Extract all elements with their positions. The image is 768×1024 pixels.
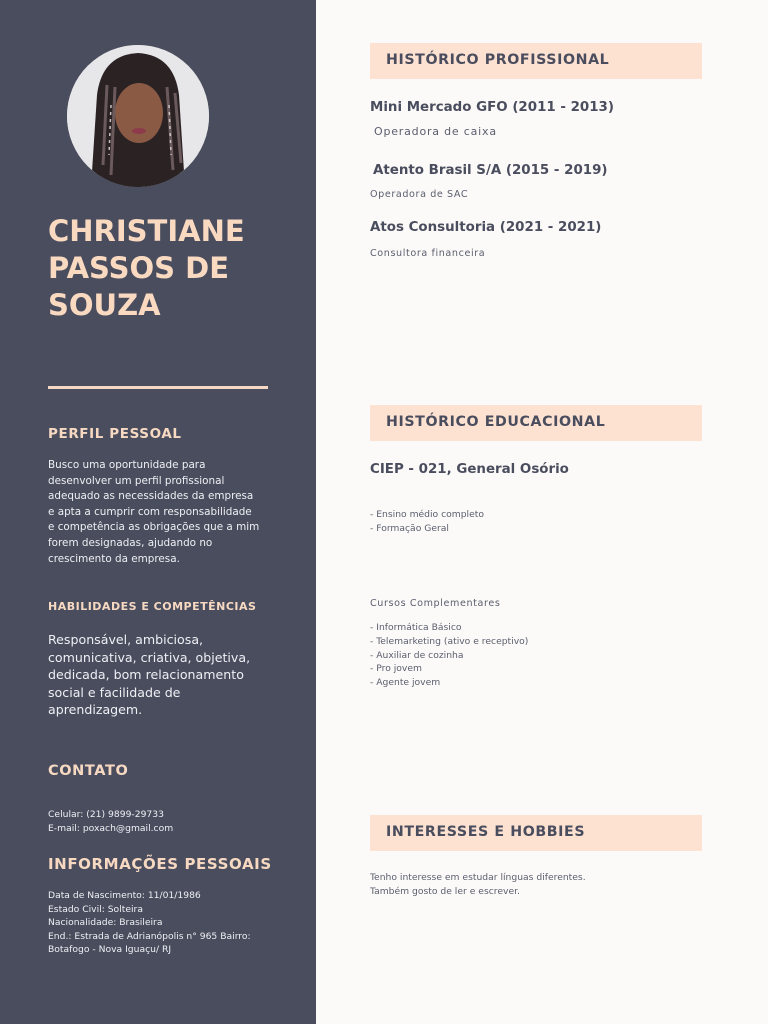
candidate-name [48, 213, 288, 324]
educacional-heading: HISTÓRICO EDUCACIONAL [386, 414, 606, 430]
list-item: - Informática Básico [370, 622, 462, 633]
info-text: Data de Nascimento: 11/01/1986 Estado Civil: Solteira Nacionalidade: Brasileira End.: Estrada de Adrianópolis n° 965 Bairro: Botafogo - Nova Iguaçu/ RJ [48, 890, 251, 956]
name-line-2: PASSOS DE [48, 251, 230, 285]
list-item: - Pro jovem [370, 663, 422, 675]
name-line-1: CHRISTIANE [48, 214, 245, 248]
educacional-section-bar [370, 405, 702, 441]
job-title: Mini Mercado GFO (2011 - 2013) [370, 100, 614, 115]
interesses-text: Tenho interesse em estudar línguas diferentes. Também gosto de ler e escrever. [370, 872, 586, 897]
job-role: Operadora de SAC [370, 189, 469, 200]
list-item: - Telemarketing (ativo e receptivo) [370, 635, 529, 647]
profissional-section-bar [370, 43, 702, 79]
job-role: Operadora de caixa [374, 125, 497, 138]
habilidades-heading: HABILIDADES E COMPETÊNCIAS [48, 600, 257, 613]
contato-heading: CONTATO [48, 763, 129, 779]
interesses-section-bar [370, 815, 702, 851]
school-name: CIEP - 021, General Osório [370, 462, 569, 477]
sidebar [0, 0, 316, 1024]
list-item: - Ensino médio completo [370, 509, 484, 520]
job-role: Consultora financeira [370, 248, 486, 259]
education-list [370, 508, 484, 536]
perfil-text: Busco uma oportunidade para desenvolver um perfil profissional adequado as necessidades da empresa e apta a cumprir com responsabilidade e competência as obrigações que a mim forem designadas, ajudando no crescimento da empresa. [48, 459, 260, 565]
profissional-heading: HISTÓRICO PROFISSIONAL [386, 52, 610, 68]
list-item: - Formação Geral [370, 522, 449, 534]
info-heading: INFORMAÇÕES PESSOAIS [48, 855, 272, 873]
cursos-heading: Cursos Complementares [370, 598, 501, 609]
contato-text: Celular: (21) 9899-29733 E-mail: poxach@gmail.com [48, 809, 174, 834]
job-title: Atento Brasil S/A (2015 - 2019) [373, 163, 608, 178]
job-title: Atos Consultoria (2021 - 2021) [370, 220, 602, 235]
name-divider [48, 386, 268, 389]
interesses-heading: INTERESSES E HOBBIES [386, 824, 586, 840]
profile-photo [67, 45, 209, 187]
name-line-3: SOUZA [48, 288, 161, 322]
habilidades-text: Responsável, ambiciosa, comunicativa, criativa, objetiva, dedicada, bom relacionamento social e facilidade de aprendizagem. [48, 632, 251, 718]
perfil-heading: PERFIL PESSOAL [48, 426, 182, 442]
cursos-list [370, 621, 528, 690]
list-item: - Auxiliar de cozinha [370, 649, 464, 661]
list-item: - Agente jovem [370, 677, 441, 689]
